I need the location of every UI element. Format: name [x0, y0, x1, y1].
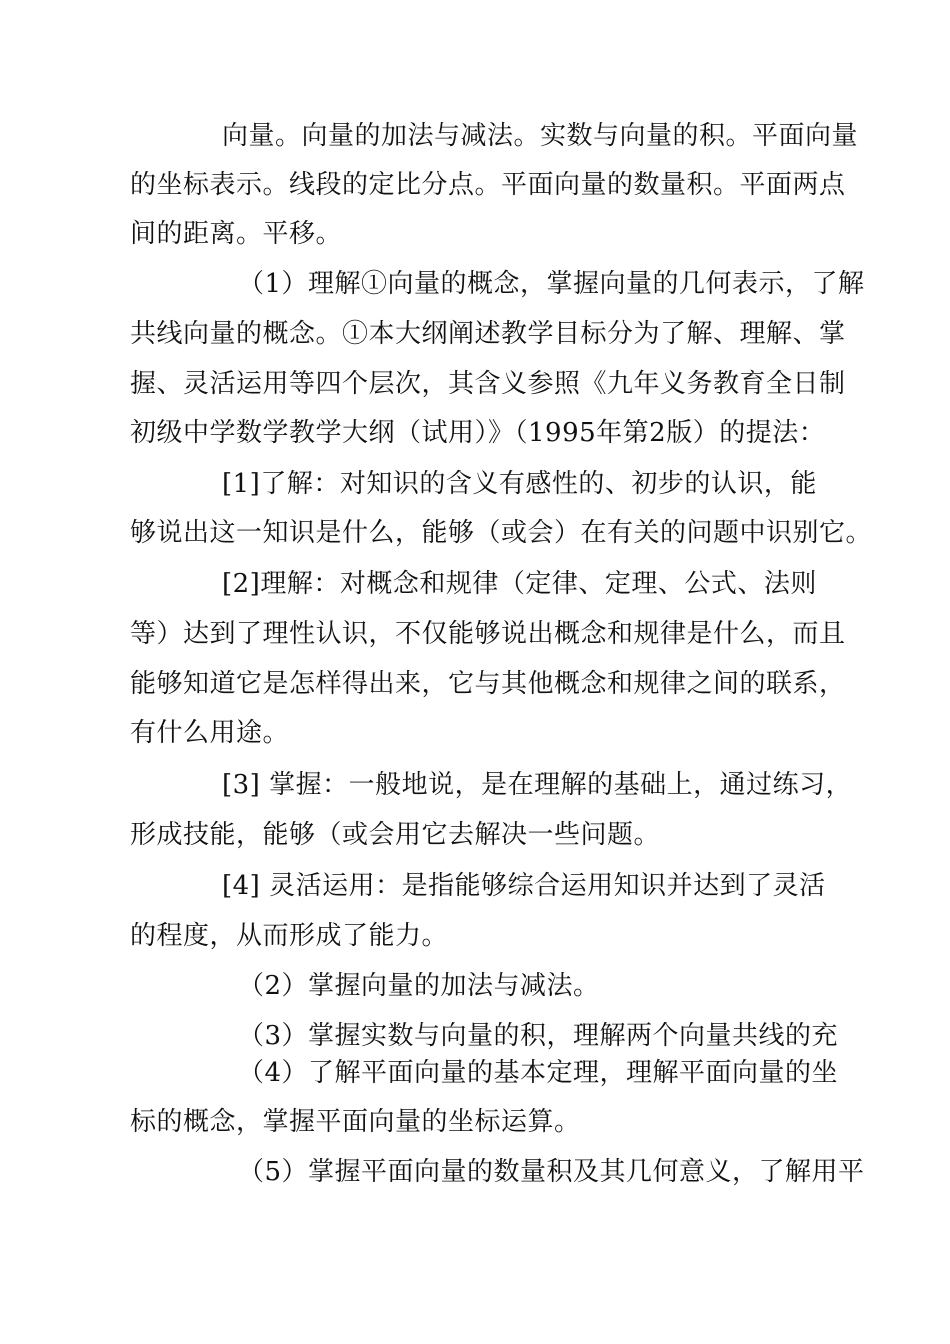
text-line: 够说出这一知识是什么，能够（或会）在有关的问题中识别它。: [130, 518, 873, 548]
text-line: [1]了解：对知识的含义有感性的、初步的认识，能: [222, 469, 817, 499]
text-line: 间的距离。平移。: [130, 219, 343, 249]
text-line: 能够知道它是怎样得出来，它与其他概念和规律之间的联系，: [130, 669, 846, 699]
text-line: （3）掌握实数与向量的积，理解两个向量共线的充: [238, 1021, 839, 1051]
text-line: [2]理解：对概念和规律（定律、定理、公式、法则: [222, 569, 817, 599]
text-line: 初级中学数学教学大纲（试用）》（1995年第2版）的提法：: [130, 418, 826, 448]
text-line: （5）掌握平面向量的数量积及其几何意义，了解用平: [238, 1157, 865, 1187]
text-line: [4] 灵活运用：是指能够综合运用知识并达到了灵活: [222, 871, 826, 901]
text-line: 的程度，从而形成了能力。: [130, 921, 449, 951]
text-line: [3] 掌握：一般地说，是在理解的基础上，通过练习，: [222, 770, 853, 800]
text-line: 形成技能，能够（或会用它去解决一些问题。: [130, 820, 661, 850]
text-line: 的坐标表示。线段的定比分点。平面向量的数量积。平面两点: [130, 170, 846, 200]
text-line: 向量。向量的加法与减法。实数与向量的积。平面向量: [222, 121, 859, 151]
text-line: 握、灵活运用等四个层次，其含义参照《九年义务教育全日制: [130, 369, 846, 399]
text-line: 等）达到了理性认识，不仅能够说出概念和规律是什么，而且: [130, 619, 846, 649]
text-line: （1）理解①向量的概念，掌握向量的几何表示，了解: [238, 269, 865, 299]
text-line: 标的概念，掌握平面向量的坐标运算。: [130, 1107, 581, 1137]
text-line: 共线向量的概念。①本大纲阐述教学目标分为了解、理解、掌: [130, 319, 846, 349]
text-line: （4）了解平面向量的基本定理，理解平面向量的坐: [238, 1058, 839, 1088]
text-line: 有什么用途。: [130, 718, 290, 748]
text-line: （2）掌握向量的加法与减法。: [238, 971, 600, 1001]
